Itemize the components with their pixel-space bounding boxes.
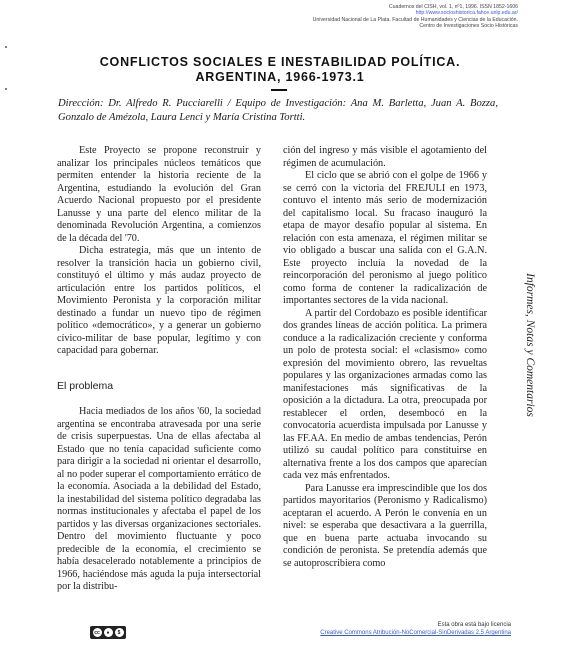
section-heading: El problema	[57, 379, 114, 392]
university-name: Universidad Nacional de La Plata. Facultad de Humanidades y Ciencias de la Educación.	[312, 16, 518, 23]
journal-citation: Cuadernos del CISH, vol. 1, nº1, 1996. ISSN 1852-1606	[388, 4, 518, 10]
paragraph: Este Proyecto se propone reconstruir y analizar los principales núcleos temáticos que permiten entender la historia reciente de la Argentina, estudiando la evolución del Gran Acuerdo Nacional propuesto por el presidente Lanusse y una parte del elenco militar de la denominada Revolución Argentina, a comienzos de la década del '70.	[57, 145, 261, 244]
cc-icon: cc	[94, 629, 100, 636]
nc-icon: $	[115, 628, 124, 637]
side-label-text: Informes, Notas y Comentarios	[523, 273, 536, 417]
paragraph: Hacia mediados de los años '60, la sociedad argentina se encontraba atravesada por una serie de crisis superpuestas. Una de ellas afectaba al Estado que no tenía capacidad suficiente como para dirigir a la sociedad ni orientar el desarrollo, al no poder superar el comportamiento errático de la economía. Asociada a la debilidad del Estado, la inestabilidad del sistema político degradaba las normas institucionales y afectaba el papel de los partidos y las diversas organizaciones sectoriales. Dentro del movimiento fluctuante y poco predecible de la economía, el crecimiento se había desacelerado notablemente a principios de 1966, haciéndose más aguda la puja intersectorial por la distribu-	[57, 406, 261, 592]
paragraph: ción del ingreso y más visible el agotamiento del régimen de acumulación.	[283, 145, 487, 169]
article-byline: Dirección: Dr. Alfredo R. Pucciarelli / Equipo de Investigación: Ana M. Barletta, Juan A. Bozza, Gonzalo de Amézola, Laura Lenci y María Cristina Tortti.	[58, 98, 498, 123]
license-link[interactable]: Creative Commons Atribución-NoComercial-SinDerivadas 2.5 Argentina	[320, 630, 511, 636]
article-title	[60, 55, 500, 85]
paragraph: El ciclo que se abrió con el golpe de 1966 y se cerró con la victoria del FREJULI en 1973, contuvo el intento más serio de modernización del capitalismo local. Su fracaso inauguró la etapa de mayor desafío popular al sistema. En relación con esta amenaza, el régimen militar se vio obligado a buscar una salida con el G.A.N. Este proyecto incluía la novedad de la reincorporación del peronismo al juego político como forma de contener la radicalización de importantes sectores de la vida nacional.	[283, 170, 487, 306]
creative-commons-badge[interactable]	[90, 626, 126, 639]
paragraph: Para Lanusse era imprescindible que los dos partidos mayoritarios (Peronismo y Radicalismo) aceptaran el acuerdo. A Perón le convenía en un nivel: se esperaba que desactivara a la guerrilla, que en buena parte actuaba invocando su condición de peronista. Se pretendía además que se autoproscribiera como	[283, 482, 487, 569]
title-line-1: CONFLICTOS SOCIALES E INESTABILIDAD POLÍTICA.	[99, 55, 461, 69]
by-icon: ●	[104, 628, 113, 637]
title-divider	[271, 89, 287, 91]
column-left	[57, 145, 261, 594]
margin-mark	[5, 88, 7, 90]
paragraph: A partir del Cordobazo es posible identificar dos grandes líneas de acción política. La primera conduce a la radicalización creciente y conforma un polo de protesta social: el «clasismo» como expresión del movimiento obrero, las revueltas populares y las organizaciones armadas como las manifestaciones más significativas de la oposición a la dictadura. La otra, preocupada por restablecer el orden, desembocó en la convocatoria acuerdista impulsada por Lanusse y las FF.AA. En medio de ambas tendencias, Perón utilizó su caudal político para constituirse en alternativa frente a los dos campos que aparecían cada vez más enfrentados.	[283, 307, 487, 481]
title-line-2: ARGENTINA, 1966-1973.1	[195, 70, 365, 84]
journal-url-link[interactable]: http://www.socioshistorica.fahce.unlp.edu.ar/	[415, 10, 518, 17]
license-notice	[320, 621, 511, 637]
centre-name: Centro de Investigaciones Socio Históricas	[419, 22, 518, 29]
section-side-label	[507, 225, 552, 465]
license-line: Esta obra está bajo licencia	[437, 622, 511, 628]
column-right	[283, 145, 487, 570]
margin-mark	[5, 46, 7, 48]
journal-header	[313, 4, 518, 29]
paragraph: Dicha estrategia, más que un intento de resolver la transición hacia un gobierno civil, constituyó el último y más audaz proyecto de articulación entre los partidos políticos, el Movimiento Peronista y la corporación militar destinado a fundar un nuevo tipo de régimen político «democrático», y a generar un gobierno cívico-militar de base popular, legítimo y con capacidad para gobernar.	[57, 245, 261, 356]
